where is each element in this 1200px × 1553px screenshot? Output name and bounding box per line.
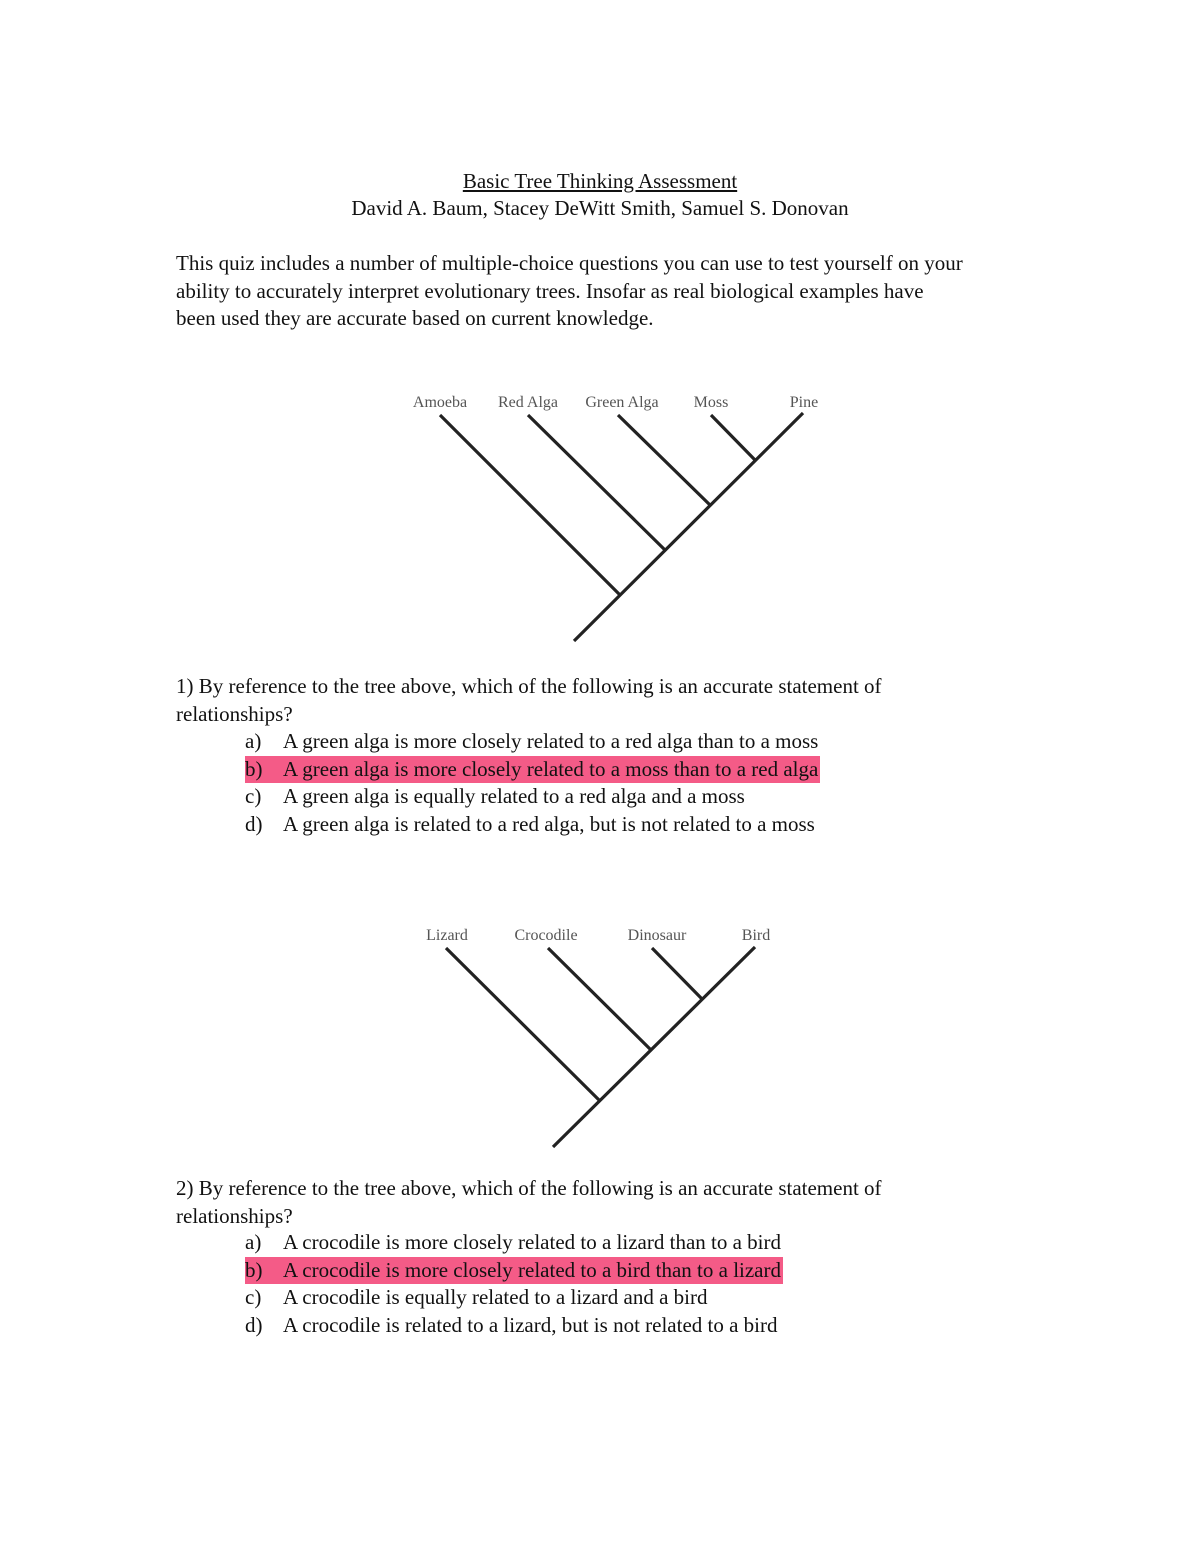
option-letter: c) [245,1285,262,1309]
option-text: A crocodile is equally related to a lizard and a bird [283,1285,708,1309]
intro-line: This quiz includes a number of multiple-choice questions you can use to test yourself on your [176,251,963,275]
taxon-label-green-alga: Green Alga [585,394,659,411]
branch-lizard [446,948,600,1101]
taxon-label-bird: Bird [741,927,771,944]
taxon-label-pine: Pine [789,394,819,411]
intro-line: ability to accurately interpret evolutionary trees. Insofar as real biological examples have [176,278,924,303]
option-letter: b) [245,1257,263,1282]
option-text: A green alga is equally related to a red alga and a moss [283,784,745,808]
taxon-label-lizard: Lizard [426,927,468,944]
question-stem-line: 1) By reference to the tree above, which of the following is an accurate statement of [176,674,882,698]
option-letter: b) [245,756,263,781]
question-2-options [245,1229,783,1339]
option-text: A green alga is related to a red alga, but is not related to a moss [283,811,815,836]
option-letter: d) [245,811,263,836]
question-stem-line: relationships? [176,1203,293,1228]
branch-crocodile [548,948,651,1050]
taxon-label-dinosaur: Dinosaur [627,927,687,944]
authors: David A. Baum, Stacey DeWitt Smith, Samuel S. Donovan [351,196,849,220]
option-letter: a) [245,1230,262,1254]
question-2-stem [176,1175,882,1230]
taxon-label-moss: Moss [693,394,729,411]
option-letter: c) [245,784,262,808]
option-text: A crocodile is more closely related to a bird than to a lizard [283,1257,781,1282]
question-stem-line: relationships? [176,701,293,726]
option-d[interactable] [245,1312,783,1340]
taxon-label-crocodile: Crocodile [514,927,578,944]
option-text: A crocodile is related to a lizard, but is not related to a bird [283,1312,778,1337]
taxon-label-amoeba: Amoeba [412,394,468,411]
option-text: A green alga is more closely related to a red alga than to a moss [283,729,819,753]
option-c[interactable] [245,1284,783,1312]
question-stem-line: 2) By reference to the tree above, which of the following is an accurate statement of [176,1176,882,1200]
option-text: A crocodile is more closely related to a lizard than to a bird [283,1230,781,1254]
option-b-highlighted[interactable] [245,1257,783,1285]
title-text: Basic Tree Thinking Assessment [462,169,738,193]
branch-dinosaur [652,948,702,999]
option-a[interactable] [245,1229,783,1257]
option-text: A green alga is more closely related to a moss than to a red alga [283,756,819,781]
intro-line: been used they are accurate based on current knowledge. [176,306,654,330]
tree-backbone [553,947,755,1147]
option-letter: d) [245,1312,263,1337]
taxon-label-red-alga: Red Alga [498,394,558,411]
option-letter: a) [245,729,262,753]
